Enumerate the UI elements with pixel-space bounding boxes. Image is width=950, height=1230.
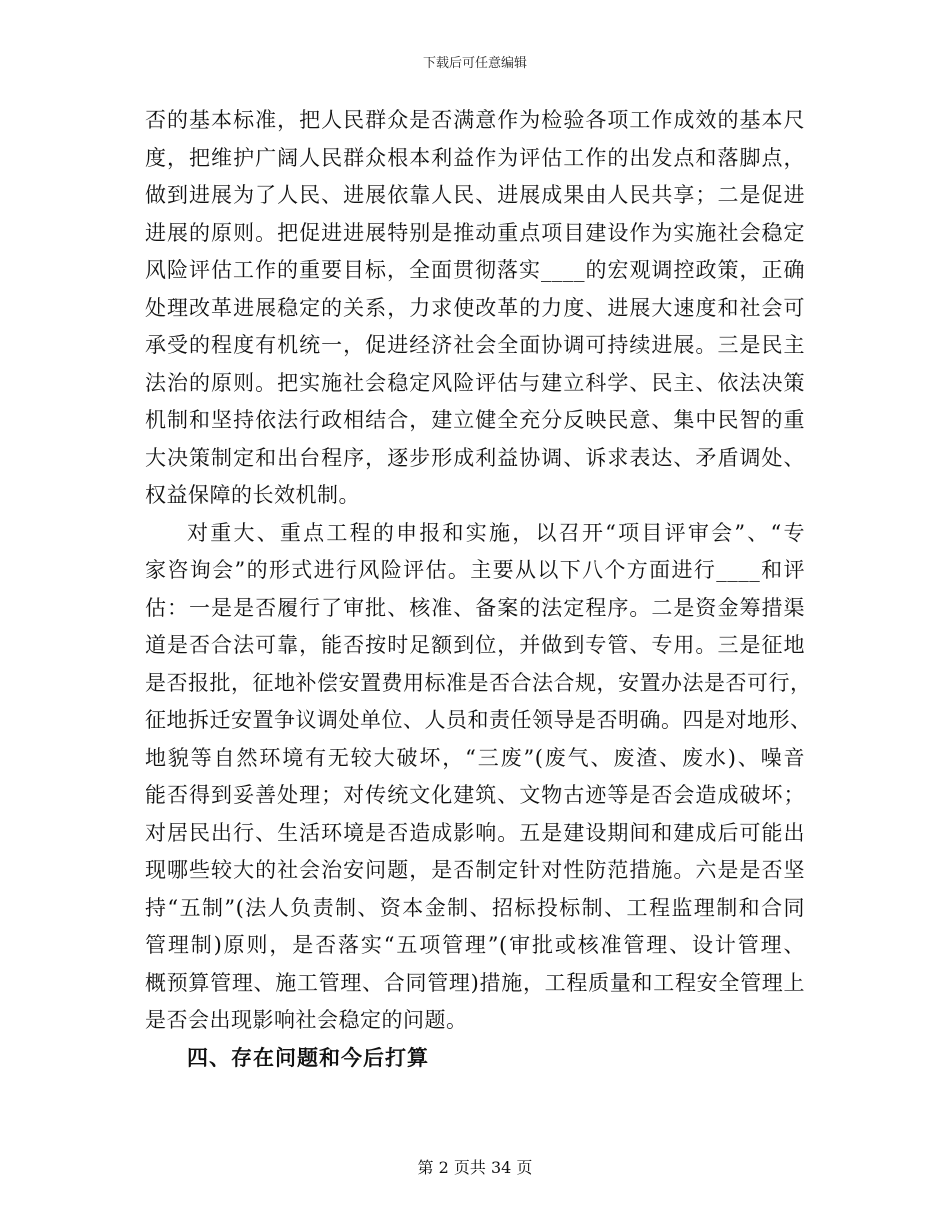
page-number: 第 2 页共 34 页 xyxy=(417,1158,533,1177)
text-line: 是否报批，征地补偿安置费用标准是否合法合规，安置办法是否可行， xyxy=(145,670,812,695)
paragraph-start-line: 对重大、重点工程的申报和实施，以召开“项目评审会”、“专 xyxy=(187,520,805,545)
text-line: 否的基本标准，把人民群众是否满意作为检验各项工作成效的基本尺 xyxy=(145,108,805,132)
text-line: 风险评估工作的重要目标，全面贯彻落实____的宏观调控政策，正确 xyxy=(145,258,805,282)
text-line: 家咨询会”的形式进行风险评估。主要从以下八个方面进行____和评 xyxy=(145,558,805,582)
text-line: 是否会出现影响社会稳定的问题。 xyxy=(145,1008,468,1032)
text-line: 承受的程度有机统一，促进经济社会全面协调可持续进展。三是民主 xyxy=(145,333,805,357)
text-line: 法治的原则。把实施社会稳定风险评估与建立科学、民主、依法决策 xyxy=(145,370,805,395)
text-line: 处理改革进展稳定的关系，力求使改革的力度、进展大速度和社会可 xyxy=(145,295,805,320)
text-line: 对居民出行、生活环境是否造成影响。五是建设期间和建成后可能出 xyxy=(145,820,805,845)
section-heading: 四、存在问题和今后打算 xyxy=(187,1045,429,1070)
text-line: 征地拆迁安置争议调处单位、人员和责任领导是否明确。四是对地形、 xyxy=(145,708,812,732)
text-line: 权益保障的长效机制。 xyxy=(145,483,360,507)
text-line: 估：一是是否履行了审批、核准、备案的法定程序。二是资金筹措渠 xyxy=(145,595,805,620)
text-line: 概预算管理、施工管理、合同管理)措施，工程质量和工程安全管理上 xyxy=(145,970,805,995)
text-line: 地貌等自然环境有无较大破坏，“三废”(废气、废渣、废水)、噪音 xyxy=(145,745,805,770)
text-line: 现哪些较大的社会治安问题，是否制定针对性防范措施。六是是否坚 xyxy=(145,858,805,882)
text-line: 能否得到妥善处理；对传统文化建筑、文物古迹等是否会造成破坏； xyxy=(145,783,805,807)
text-line: 大决策制定和出台程序，逐步形成利益协调、诉求表达、矛盾调处、 xyxy=(145,445,805,470)
text-line: 度，把维护广阔人民群众根本利益作为评估工作的出发点和落脚点， xyxy=(145,145,805,170)
text-line: 做到进展为了人民、进展依靠人民、进展成果由人民共享；二是促进 xyxy=(145,183,805,207)
page-header: 下载后可任意编辑 xyxy=(422,56,527,71)
text-line: 管理制)原则，是否落实“五项管理”(审批或核准管理、设计管理、 xyxy=(145,933,805,957)
text-line: 机制和坚持依法行政相结合，建立健全充分反映民意、集中民智的重 xyxy=(145,408,805,432)
document-body xyxy=(145,102,812,1077)
text-line: 进展的原则。把促进进展特别是推动重点项目建设作为实施社会稳定 xyxy=(145,220,805,245)
text-line: 持“五制”(法人负责制、资本金制、招标投标制、工程监理制和合同 xyxy=(145,895,805,920)
text-line: 道是否合法可靠，能否按时足额到位，并做到专管、专用。三是征地 xyxy=(145,633,805,657)
